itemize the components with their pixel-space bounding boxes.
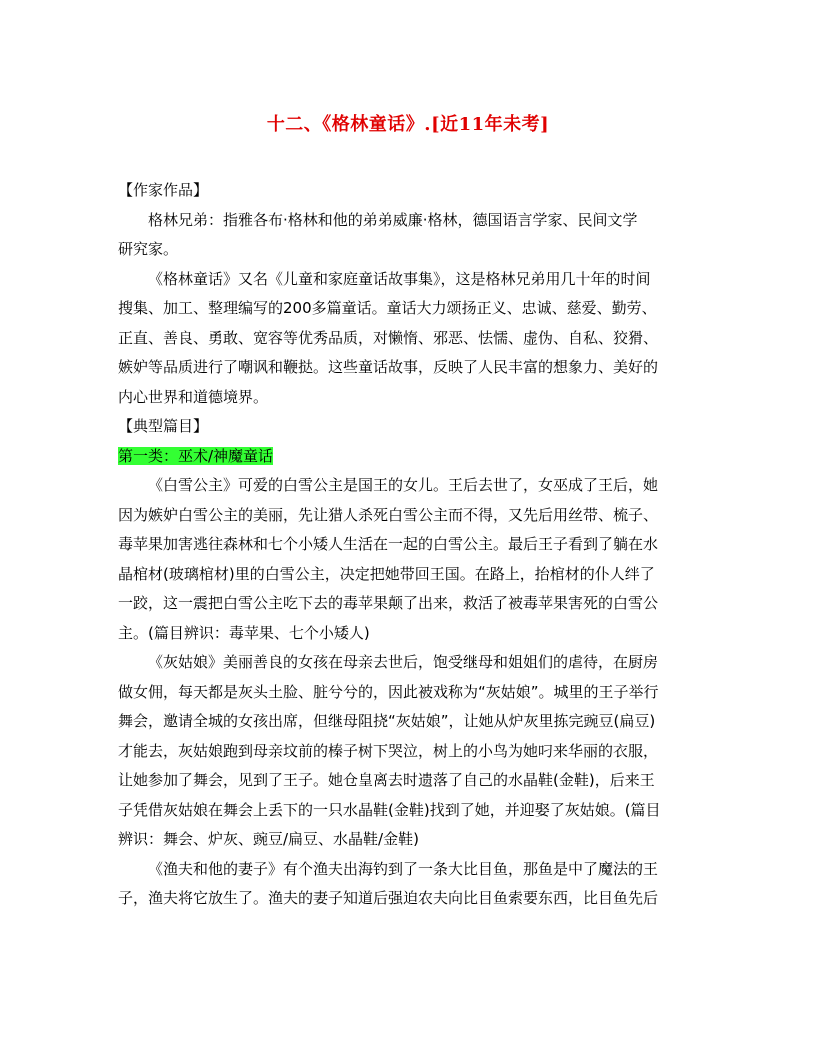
- paragraph-line: 《格林童话》又名《儿童和家庭童话故事集》，这是格林兄弟用几十年的时间: [148, 269, 651, 288]
- paragraph-line: 辨识：舞会、炉灰、豌豆/扁豆、水晶鞋/金鞋): [118, 830, 419, 848]
- paragraph-line: 《渔夫和他的妻子》有个渔夫出海钓到了一条大比目鱼，那鱼是中了魔法的王: [148, 859, 659, 878]
- paragraph-line: 研究家。: [118, 240, 179, 258]
- category-highlight: 第一类：巫术/神魔童话: [118, 446, 274, 465]
- paragraph-line: 搜集、加工、整理编写的200多篇童话。童话大力颂扬正义、忠诚、慈爱、勤劳、: [118, 299, 657, 317]
- paragraph-line: 晶棺材(玻璃棺材)里的白雪公主，决定把她带回王国。在路上，抬棺材的仆人绊了: [118, 564, 655, 583]
- paragraph-line: 嫉妒等品质进行了嘲讽和鞭挞。这些童话故事，反映了人民丰富的想象力、美好的: [118, 358, 659, 376]
- chapter-title: 十二、《格林童话》.[近11年未考]: [266, 114, 550, 135]
- paragraph-line: 因为嫉妒白雪公主的美丽，先让猎人杀死白雪公主而不得，又先后用丝带、梳子、: [118, 505, 659, 524]
- paragraph-line: 《灰姑娘》美丽善良的女孩在母亲去世后，饱受继母和姐姐们的虐待，在厨房: [148, 653, 659, 671]
- paragraph-line: 主。(篇目辨识：毒苹果、七个小矮人): [118, 623, 370, 642]
- document-body: [118, 176, 698, 914]
- section-heading-typical: 【典型篇目】: [118, 417, 209, 435]
- section-heading-author: 【作家作品】: [118, 181, 209, 199]
- paragraph-line: 毒苹果加害逃往森林和七个小矮人生活在一起的白雪公主。最后王子看到了躺在水: [118, 535, 659, 553]
- paragraph-line: 正直、善良、勇敢、宽容等优秀品质，对懒惰、邪恶、怯懦、虚伪、自私、狡猾、: [118, 328, 659, 347]
- paragraph-line: 舞会，邀请全城的女孩出席，但继母阻挠“灰姑娘”，让她从炉灰里拣完豌豆(扁豆): [118, 712, 656, 730]
- paragraph-line: 子凭借灰姑娘在舞会上丢下的一只水晶鞋(金鞋)找到了她，并迎娶了灰姑娘。(篇目: [118, 800, 661, 819]
- paragraph-line: 格林兄弟：指雅各布·格林和他的弟弟威廉·格林，德国语言学家、民间文学: [148, 210, 638, 229]
- paragraph-line: 让她参加了舞会，见到了王子。她仓皇离去时遗落了自己的水晶鞋(金鞋)，后来王: [118, 771, 655, 789]
- paragraph-line: 做女佣，每天都是灰头土脸、脏兮兮的，因此被戏称为“灰姑娘”。城里的王子举行: [118, 682, 659, 701]
- paragraph-line: 一跤，这一震把白雪公主吃下去的毒苹果颠了出来，救活了被毒苹果害死的白雪公: [118, 594, 659, 612]
- paragraph-line: 《白雪公主》可爱的白雪公主是国王的女儿。王后去世了，女巫成了王后，她: [148, 476, 659, 494]
- paragraph-line: 子，渔夫将它放生了。渔夫的妻子知道后强迫农夫向比目鱼索要东西，比目鱼先后: [118, 889, 659, 907]
- paragraph-line: 内心世界和道德境界。: [118, 387, 269, 406]
- paragraph-line: 才能去，灰姑娘跑到母亲坟前的榛子树下哭泣，树上的小鸟为她叼来华丽的衣服，: [118, 741, 659, 760]
